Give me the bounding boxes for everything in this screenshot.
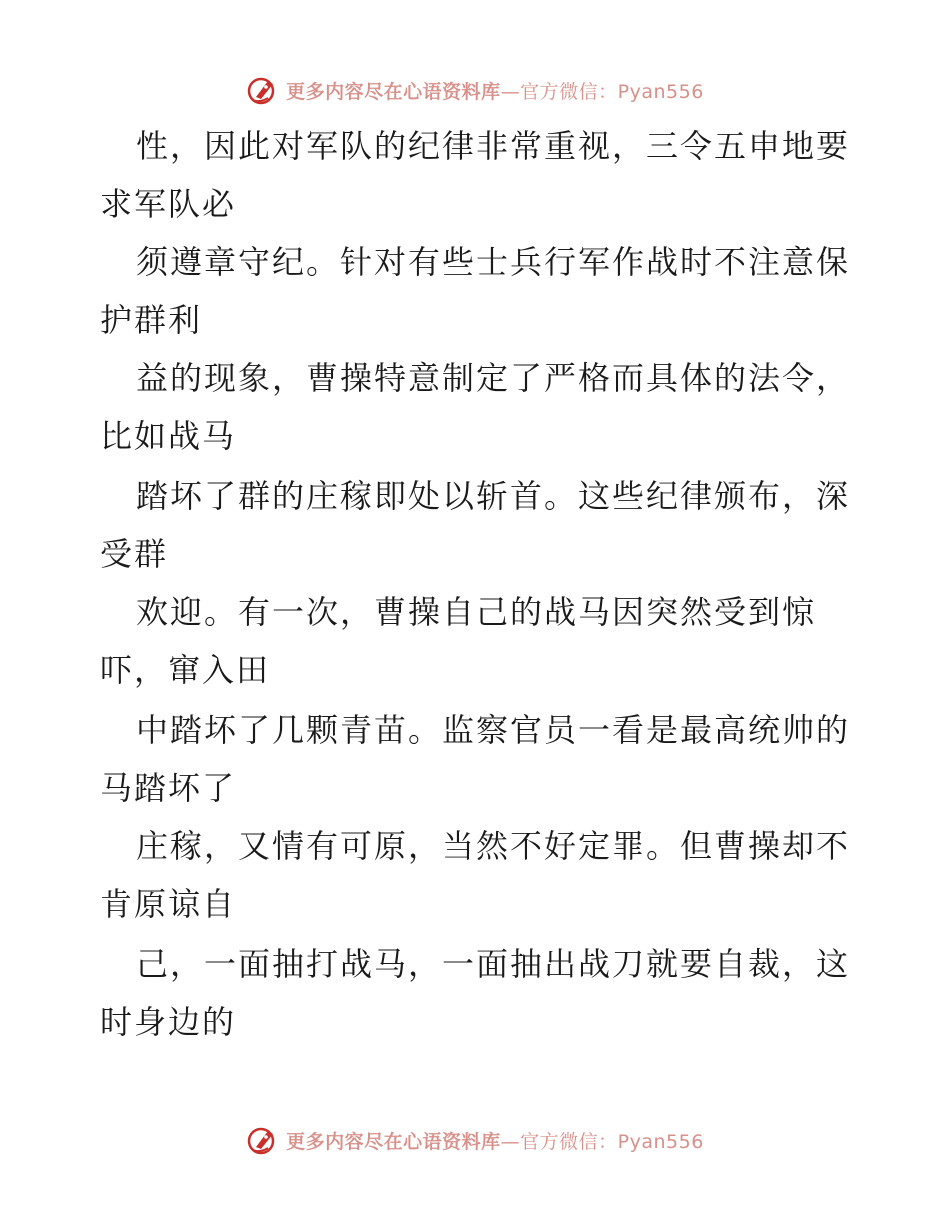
watermark-contact: 官方微信：Pyan556 — [520, 80, 704, 103]
text-line: 求军队必 — [100, 185, 237, 223]
text-line: 马踏坏了 — [100, 769, 237, 807]
watermark-separator: — — [500, 1130, 521, 1153]
text-line: 庄稼，又情有可原，当然不好定罪。但曹操却不 — [136, 827, 851, 865]
text-line: 欢迎。有一次，曹操自己的战马因突然受到惊 — [136, 593, 817, 631]
text-line: 己，一面抽打战马，一面抽出战刀就要自裁，这 — [136, 945, 851, 983]
watermark-brand: 更多内容尽在心语资料库 — [286, 1130, 501, 1153]
text-line: 须遵章守纪。针对有些士兵行军作战时不注意保 — [136, 243, 851, 281]
text-line: 踏坏了群的庄稼即处以斩首。这些纪律颁布，深 — [136, 477, 851, 515]
text-line: 受群 — [100, 535, 169, 573]
pen-nib-circle-icon — [246, 1123, 280, 1157]
text-line: 吓，窜入田 — [100, 651, 271, 689]
text-line: 时身边的 — [100, 1003, 237, 1041]
watermark-separator: — — [500, 80, 521, 103]
text-line: 肯原谅自 — [100, 885, 237, 923]
text-line: 比如战马 — [100, 417, 237, 455]
watermark-contact: 官方微信：Pyan556 — [520, 1130, 704, 1153]
watermark-text — [286, 77, 704, 104]
footer-watermark — [0, 1120, 950, 1160]
text-line: 中踏坏了几颗青苗。监察官员一看是最高统帅的 — [136, 711, 851, 749]
header-watermark — [0, 70, 950, 110]
pen-nib-circle-icon — [246, 73, 280, 107]
text-line: 益的现象，曹操特意制定了严格而具体的法令， — [136, 359, 851, 397]
watermark-text — [286, 1127, 704, 1154]
text-line: 护群利 — [100, 301, 203, 339]
watermark-brand: 更多内容尽在心语资料库 — [286, 80, 501, 103]
text-line: 性，因此对军队的纪律非常重视，三令五申地要 — [136, 127, 851, 165]
